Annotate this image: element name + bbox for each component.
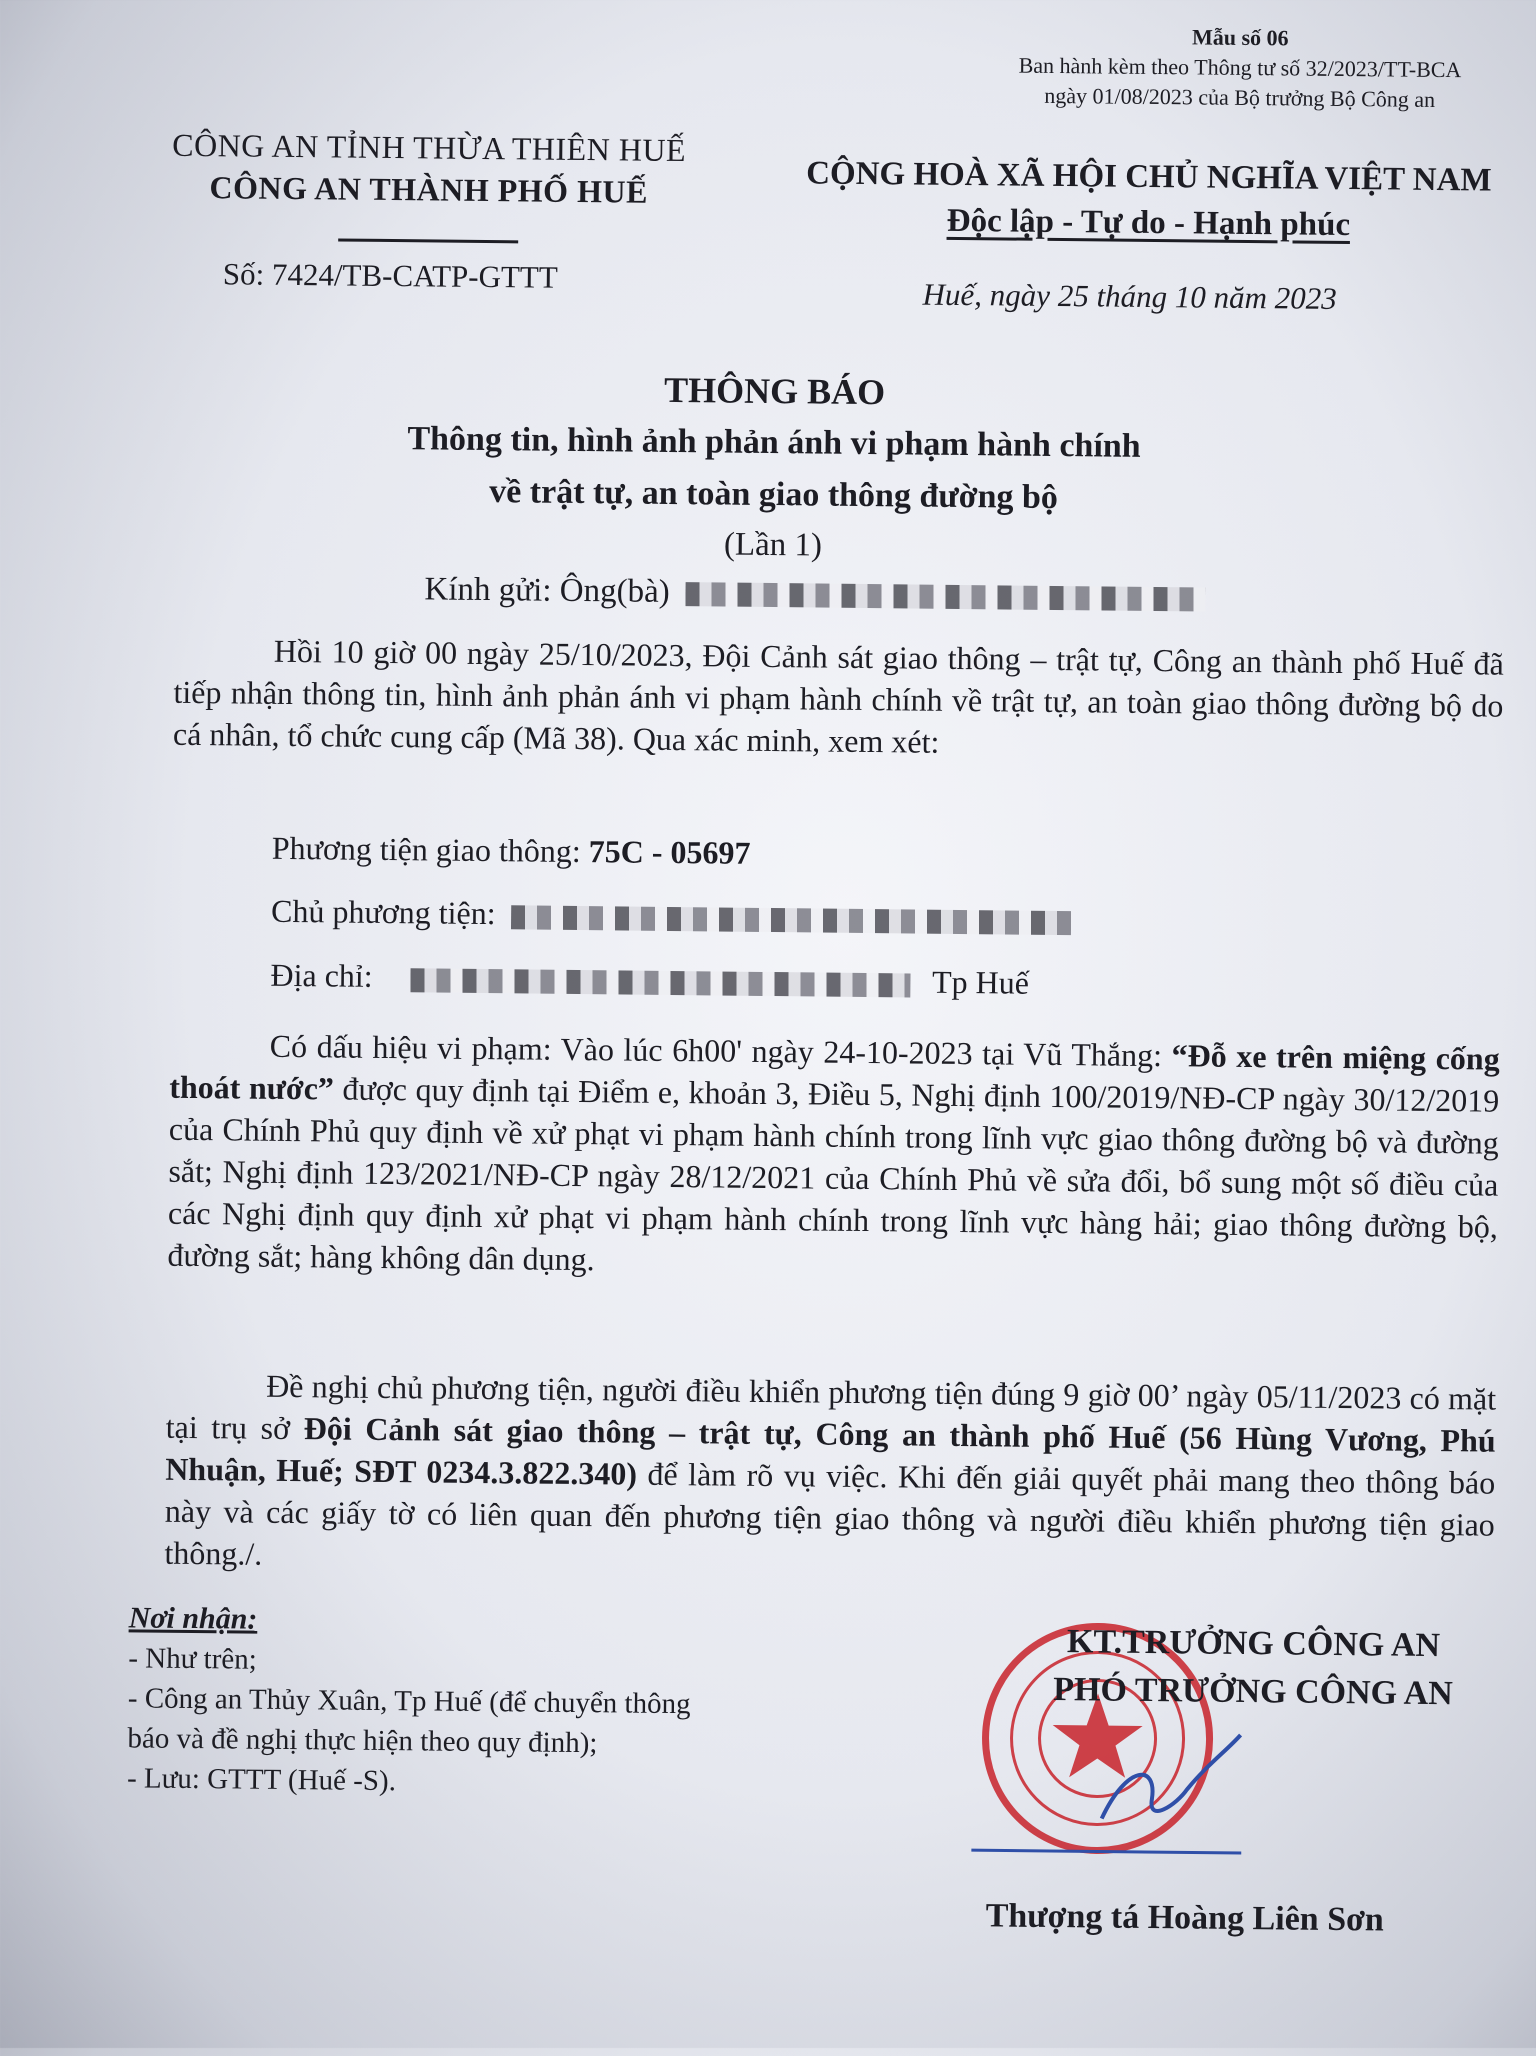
nation-name: CỘNG HOÀ XÃ HỘI CHỦ NGHĨA VIỆT NAM (806, 155, 1492, 199)
signature-block (973, 1617, 1534, 1719)
vehicle-plate: 75C - 05697 (588, 833, 751, 871)
title-main: THÔNG BÁO (663, 369, 886, 413)
signature-title-2: PHÓ TRƯỞNG CÔNG AN (1053, 1671, 1453, 1713)
issued-by-line-2: ngày 01/08/2023 của Bộ trưởng Bộ Công an (1044, 82, 1436, 112)
form-reference (990, 20, 1491, 115)
signature-icon (1102, 1734, 1241, 1820)
owner-line (271, 893, 1072, 938)
recipients-block (127, 1598, 692, 1804)
national-header (768, 150, 1529, 250)
agency-underline (338, 238, 518, 243)
signer-name: Thượng tá Hoàng Liên Sơn (985, 1897, 1385, 1939)
issued-by-line-1: Ban hành kèm theo Thông tư số 32/2023/TT-BCA (1018, 52, 1462, 83)
violation-description: “Đỗ xe trên miệng cống thoát nước” (169, 1037, 1500, 1107)
recipient-item-2a: - Công an Thủy Xuân, Tp Huế (để chuyển thông (127, 1682, 691, 1721)
parent-agency: CÔNG AN TỈNH THỪA THIÊN HUẾ (172, 126, 687, 169)
violation-intro: Có dấu hiệu vi phạm: Vào lúc 6h00' ngày 24-10-2023 tại Vũ Thắng: (269, 1027, 1172, 1074)
vehicle-line (272, 830, 751, 872)
address-line (270, 957, 1029, 1002)
document-title (5, 357, 1536, 529)
address-city: Tp Huế (931, 963, 1030, 1001)
recipient-label: Kính gửi: Ông(bà) (424, 571, 670, 610)
issuing-agency: CÔNG AN THÀNH PHỐ HUẾ (209, 169, 649, 210)
place-and-date: Huế, ngày 25 tháng 10 năm 2023 (922, 276, 1337, 316)
paragraph-violation (167, 1024, 1500, 1290)
redacted-recipient-name (686, 583, 1206, 612)
address-label: Địa chỉ: (270, 956, 373, 994)
request-rest: để làm rõ vụ việc. Khi đến giải quyết phải mang theo thông báo này và các giấy tờ có liên quan đến phương tiện giao thông và người điều khiển phương tiện giao thông./. (164, 1455, 1496, 1572)
signature-title-1: KT.TRƯỞNG CÔNG AN (1066, 1623, 1441, 1665)
paragraph-intake: Hồi 10 giờ 00 ngày 25/10/2023, Đội Cảnh sát giao thông – trật tự, Công an thành phố Huế đã tiếp nhận thông tin, hình ảnh phản ánh vi phạm hành chính về trật tự, an toàn giao thông đường bộ do cá nhân, tổ chức cung cấp (Mã 38). Qua xác minh, xem xét: (172, 632, 1505, 760)
agency-header (118, 123, 739, 255)
title-line-2: về trật tự, an toàn giao thông đường bộ (488, 473, 1059, 517)
request-intro: Đề nghị chủ phương tiện, người điều khiển phương tiện đúng 9 giờ 00’ ngày 05/11/2023 có mặt tại trụ sở (165, 1367, 1497, 1447)
redacted-owner-name (511, 905, 1071, 935)
document-number: Số: 7424/TB-CATP-GTTT (222, 256, 558, 295)
recipient-item-3: - Lưu: GTTT (Huế -S). (126, 1762, 397, 1798)
redacted-address (411, 968, 911, 997)
title-line-1: Thông tin, hình ảnh phản ánh vi phạm hành chính (407, 420, 1141, 465)
request-office: Đội Cảnh sát giao thông – trật tự, Công an thành phố Huế (56 Hùng Vương, Phú Nhuận, Huế; SĐT 0234.3.822.340) (165, 1410, 1496, 1492)
recipient-line (424, 571, 1206, 616)
national-motto: Độc lập - Tự do - Hạnh phúc (946, 202, 1351, 244)
vehicle-label: Phương tiện giao thông: (271, 829, 589, 870)
paragraph-request (164, 1364, 1496, 1588)
form-number: Mẫu số 06 (1191, 24, 1289, 51)
recipient-item-2b: báo và đề nghị thực hiện theo quy định); (127, 1722, 598, 1760)
recipient-item-1: - Như trên; (128, 1642, 257, 1676)
owner-label: Chủ phương tiện: (270, 892, 496, 932)
violation-legal-basis: được quy định tại Điểm e, khoản 3, Điều 5, Nghị định 100/2019/NĐ-CP ngày 30/12/2019 của Chính Phủ quy định về xử phạt vi phạm hành chính trong lĩnh vực giao thông đường bộ và đường sắt; Nghị định 123/2021/NĐ-CP ngày 28/12/2021 của Chính Phủ về sửa đổi, bổ sung một số điều của các Nghị định quy định xử phạt vi phạm hành chính trong lĩnh vực hàng hải; giao thông đường bộ, đường sắt; hàng không dân dụng. (167, 1070, 1500, 1278)
notice-times: (Lần 1) (723, 526, 823, 564)
recipients-heading: Nơi nhận: (128, 1601, 258, 1636)
signature-line (971, 1850, 1241, 1853)
